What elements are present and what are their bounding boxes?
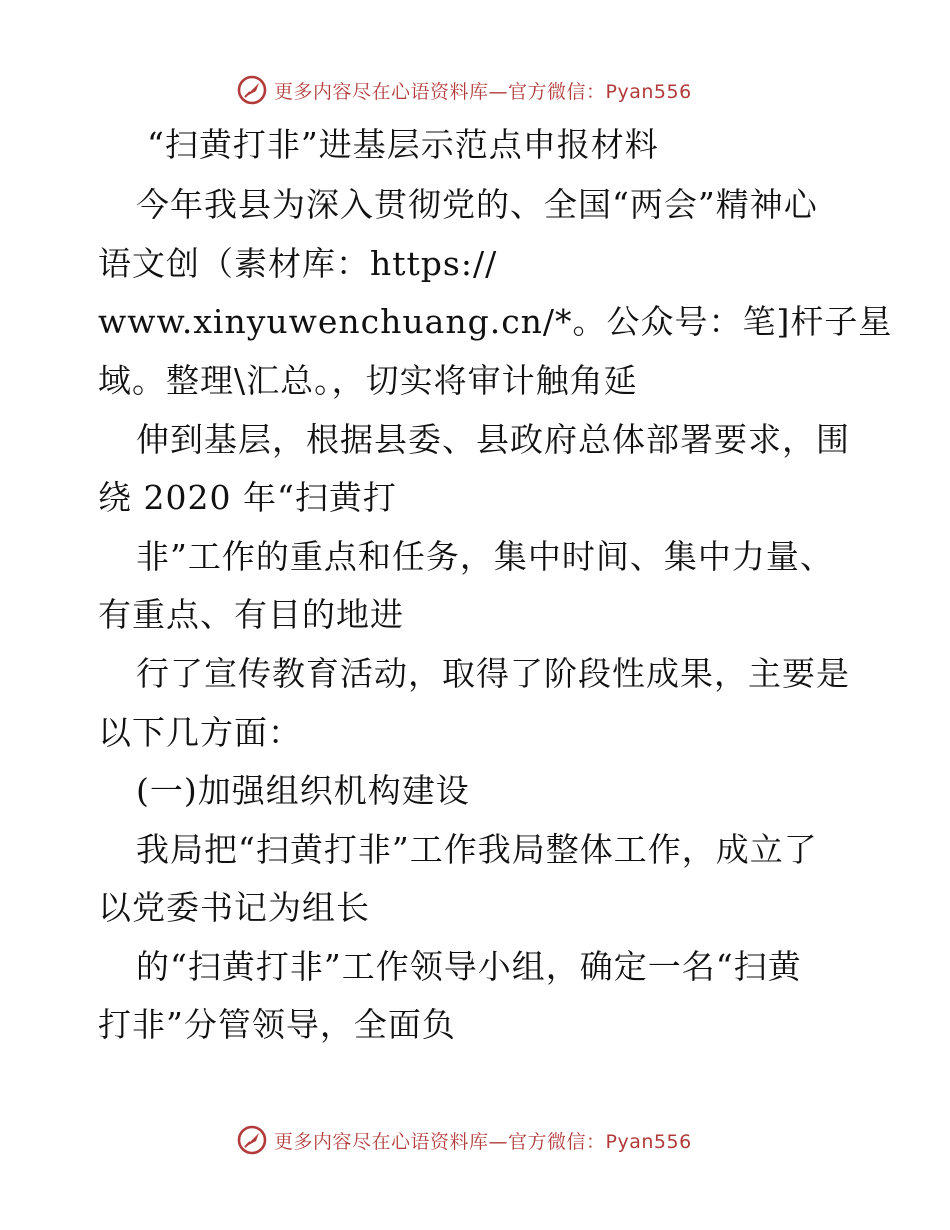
paragraph-line: 打非”分管领导，全面负 <box>98 1005 456 1044</box>
document-title: “扫黄打非”进基层示范点申报材料 <box>147 125 659 164</box>
paragraph-line: 我局把“扫黄打非”工作我局整体工作，成立了 <box>136 830 818 869</box>
footer-banner-text: 更多内容尽在心语资料库—官方微信：Pyan556 <box>274 1130 692 1153</box>
paragraph-line: 伸到基层，根据县委、县政府总体部署要求，围 <box>136 420 850 459</box>
paragraph-line: 域。整理\汇总。，切实将审计触角延 <box>98 361 638 400</box>
paragraph-line: 有重点、有目的地进 <box>98 595 404 634</box>
paragraph-line: 非”工作的重点和任务，集中时间、集中力量、 <box>136 537 834 576</box>
paragraph-line: 今年我县为深入贯彻党的、全国“两会”精神心 <box>136 185 818 224</box>
paragraph-line: www.xinyuwenchuang.cn/*。公众号：笔]杆子星 <box>98 302 893 341</box>
paragraph-line: 以党委书记为组长 <box>98 888 370 927</box>
paragraph-line: 以下几方面： <box>98 713 302 752</box>
paragraph-line: 的“扫黄打非”工作领导小组，确定一名“扫黄 <box>136 947 802 986</box>
paragraph-line: 绕 2020 年“扫黄打 <box>98 478 397 517</box>
header-banner-text: 更多内容尽在心语资料库—官方微信：Pyan556 <box>274 80 692 103</box>
paragraph-line: 行了宣传教育活动，取得了阶段性成果，主要是 <box>136 654 850 693</box>
paragraph-line: 语文创（素材库：https:// <box>98 244 498 283</box>
section-heading: (一)加强组织机构建设 <box>136 771 470 810</box>
footer-banner <box>236 1123 692 1157</box>
quill-pen-logo-icon <box>236 1124 268 1156</box>
